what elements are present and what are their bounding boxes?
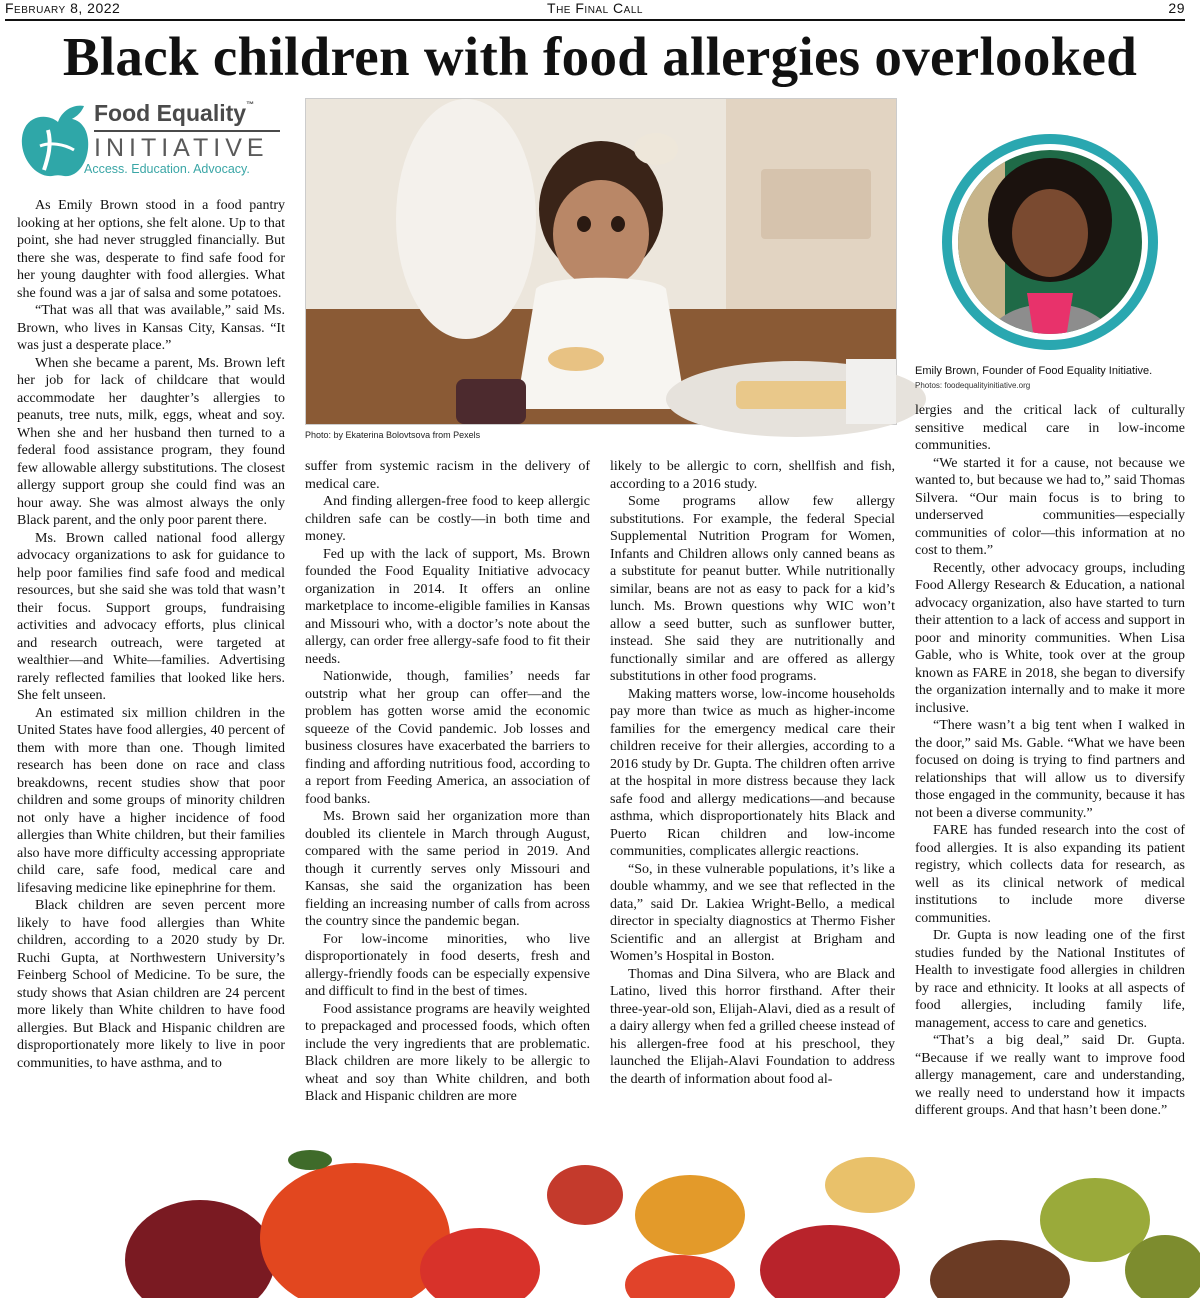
portrait-caption: Emily Brown, Founder of Food Equality Initiative. — [915, 365, 1153, 377]
paragraph: Ms. Brown said her organization more than doubled its clientele in March through August, compared with the same period in 2019. And though it currently serves only Missouri and Kansas, she said the organization has been fielding an increasing number of calls from across the country since the pandemic began. — [305, 809, 590, 929]
paragraph: And finding allergen-free food to keep allergic children safe can be costly—in both time and money. — [305, 494, 590, 544]
paragraph: suffer from systemic racism in the delivery of medical care. — [305, 459, 590, 492]
masthead — [5, 0, 1185, 21]
paragraph: An estimated six million children in the United States have food allergies, 40 percent of them with more than one. Though limited research has been done on race and class breakdowns, recent studies show that poor children and some groups of minority children not only have a higher incidence of food allergies than White children, but their families also have more difficulty accessing appropriate child care, safe food, medical care and lifesaving medicine like epinephrine for them. — [17, 705, 285, 896]
paragraph: For low-income minorities, who live disproportionately in food deserts, fresh and allergy-friendly foods can be especially expensive and difficult to find in the best of times. — [305, 931, 590, 999]
article-column-2 — [305, 458, 590, 1123]
paragraph: Recently, other advocacy groups, including Food Allergy Research & Education, a national advocacy organization, also have started to turn their attention to a lack of access and support in poor and minority communities. When Lisa Gable, who is White, took over at the group known as FARE in 2018, she began to diversify the organization internally and to make it more inclusive. — [915, 560, 1185, 716]
tomatoes-decorative-image — [0, 1120, 1200, 1298]
paragraph: “We started it for a cause, not because we wanted to, but because we had to,” said Thomas Silvera. “Our main focus is to bring to underserved communities—especially communities of color—this information at no cost to them.” — [915, 455, 1185, 558]
issue-date: February 8, 2022 — [5, 0, 121, 16]
main-photo-caption: Photo: by Ekaterina Bolovtsova from Pexels — [305, 430, 481, 440]
paragraph: Making matters worse, low-income households pay more than twice as much as higher-income families for the emergency medical care their children receive for their allergies, according to a 2016 study by Dr. Gupta. The children often arrive at the hospital in more distress because they lack safe food and allergy medications—and because asthma, which disproportionately hits Black and Puerto Rican children and low-income communities, complicates allergic reactions. — [610, 686, 895, 859]
logo-line-2: INITIATIVE — [94, 134, 269, 162]
toddler-eating-photo — [305, 98, 897, 425]
paragraph: “There wasn’t a big tent when I walked in the door,” said Ms. Gable. “What we have been focused on doing is trying to find partners and relationships that will allow us to diversify those engaged in the community, because it has not been a diverse community.” — [915, 718, 1185, 821]
paragraph: When she became a parent, Ms. Brown left her job for lack of childcare that would accommodate her daughter’s allergies to peanuts, tree nuts, milk, eggs, wheat and soy. When she and her husband then turned to a federal food assistance program, they found few allowable allergy substitutions. The closest allergy support group she could find was an hour away. She was almost always the only Black parent, and the only poor parent there. — [17, 355, 285, 528]
article-column-3 — [610, 458, 895, 1123]
paragraph: As Emily Brown stood in a food pantry looking at her options, she felt alone. Up to that point, she had never struggled financially. But there she was, desperate to find safe food for her young daughter with food allergies. What she found was a jar of salsa and some potatoes. — [17, 198, 285, 301]
paragraph: lergies and the critical lack of culturally sensitive medical care in low-income communities. — [915, 403, 1185, 453]
toddler-eating-illustration — [306, 99, 896, 424]
article-column-1 — [17, 197, 285, 1102]
logo-tagline: Access. Education. Advocacy. — [84, 162, 250, 176]
paragraph: Nationwide, though, families’ needs far outstrip what her group can offer—and the problem has gotten worse amid the economic squeeze of the Covid pandemic. Job losses and business closures have exacerbated the barriers to finding and affording nutritious food, according to a report from Feeding America, an association of food banks. — [305, 669, 590, 807]
paragraph: “So, in these vulnerable populations, it’s like a double whammy, and we see that reflected in the data,” said Dr. Lakiea Wright-Bello, a medical director in specialty diagnostics at Thermo Fisher Scientific and an allergist at Brigham and Women’s Hospital in Boston. — [610, 861, 895, 964]
article-column-4 — [915, 402, 1185, 1122]
paragraph: Dr. Gupta is now leading one of the first studies funded by the National Institutes of Health to investigate food allergies in children by race and ethnicity. It looks at all aspects of food allergies, including family life, management, access to care and genetics. — [915, 928, 1185, 1031]
paragraph: Fed up with the lack of support, Ms. Brown founded the Food Equality Initiative advocacy organization in 2014. It offers an online marketplace to income-eligible families in Kansas and Missouri who, with a doctor’s note about the allergy, can order free allergy-safe food to fit their needs. — [305, 546, 590, 667]
paragraph: likely to be allergic to corn, shellfish and fish, according to a 2016 study. — [610, 459, 895, 492]
publication-name: The Final Call — [547, 0, 643, 16]
portrait-credit: Photos: foodequalityinitiative.org — [915, 381, 1031, 390]
article-headline: Black children with food allergies overlooked — [62, 26, 1138, 87]
food-equality-initiative-logo — [18, 100, 283, 180]
paragraph: Ms. Brown called national food allergy advocacy organizations to ask for guidance to help poor families find safe food and medical resources, but she said she was told that wasn’t their focus. Support groups, fundraising activities and advocacy efforts, plus clinical and research outreach, were targeted at wealthier—and White—families. Advertising rarely reflected families that looked like hers. She felt unseen. — [17, 530, 285, 703]
logo-line-1: Food Equality™ — [94, 100, 255, 126]
paragraph: Black children are seven percent more likely to have food allergies than White children, according to a 2020 study by Dr. Ruchi Gupta, at Northwestern University’s Feinberg School of Medicine. To be sure, the study shows that Asian children are 24 percent more likely than White children to have food allergies. But Black and Hispanic children are disproportionately more likely to live in poor communities, to have asthma, and to — [17, 898, 285, 1071]
paragraph: Thomas and Dina Silvera, who are Black and Latino, lived this horror firsthand. After their three-year-old son, Elijah-Alavi, died as a result of a dairy allergy when fed a grilled cheese instead of his allergen-free food at his preschool, they launched the Elijah-Alavi Foundation to address the dearth of information about food al- — [610, 966, 895, 1087]
paragraph: Food assistance programs are heavily weighted to prepackaged and processed foods, which often include the very ingredients that are problematic. Black children are more likely to be allergic to wheat and soy than White children, and both Black and Hispanic children are more — [305, 1001, 590, 1104]
paragraph: “That’s a big deal,” said Dr. Gupta. “Because if we really want to improve food allergy management, care and understanding, we really need to understand how it impacts different groups. And that hasn’t been done.” — [915, 1033, 1185, 1118]
paragraph: Some programs allow few allergy substitutions. For example, the federal Special Supplemental Nutrition Program for Women, Infants and Children allows only canned beans as a substitute for peanut butter. While nutritionally similar, beans are not as easy to pack for a kid’s lunch. Ms. Brown questions why WIC won’t allow a seed butter, such as sunflower butter, instead. She said they are nutritionally and functionally similar and are offered as allergy substitutions in other food programs. — [610, 494, 895, 684]
emily-brown-portrait — [915, 125, 1185, 360]
paragraph: FARE has funded research into the cost of food allergies. It is also expanding its patient registry, which collects data for research, as well as its clinical network of medical institutions to include more diverse communities. — [915, 823, 1185, 926]
trademark-mark: ™ — [246, 100, 255, 109]
page-number: 29 — [1168, 0, 1185, 16]
logo-divider — [94, 130, 280, 132]
paragraph: “That was all that was available,” said Ms. Brown, who lives in Kansas City, Kansas. “It was just a desperate place.” — [17, 303, 285, 353]
